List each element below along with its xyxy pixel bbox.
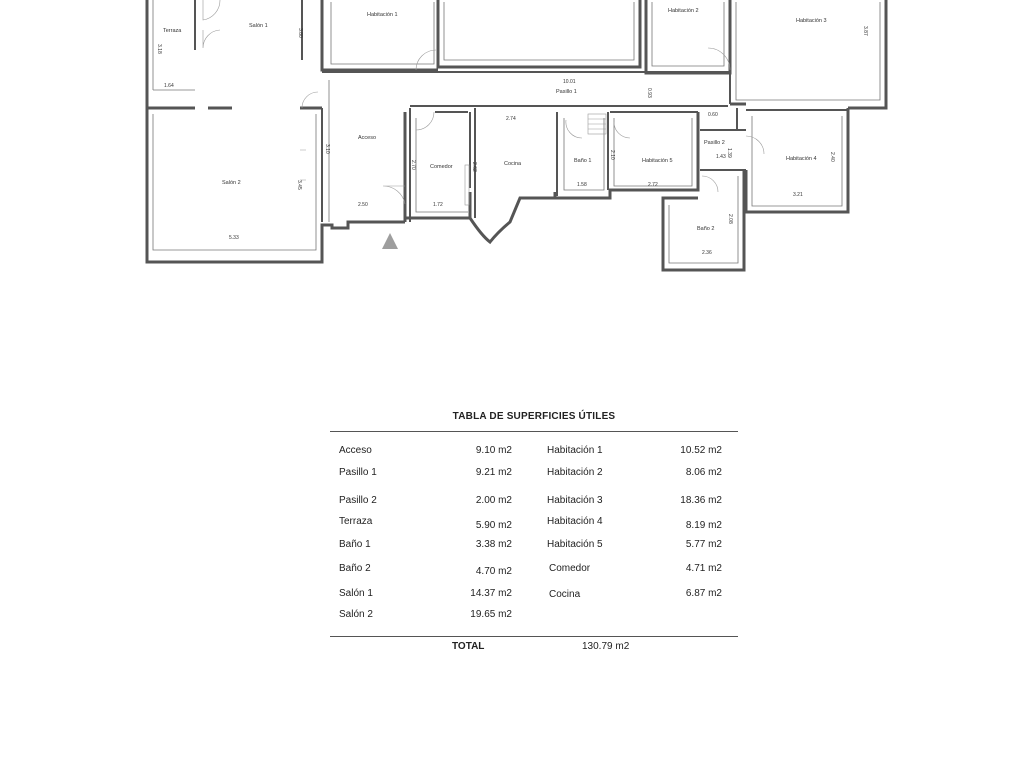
room-label-comedor: Comedor [430, 164, 453, 170]
dim-label: 2.74 [506, 116, 516, 122]
dim-label: 10.01 [563, 79, 576, 85]
left-row-name: Salón 1 [339, 588, 373, 599]
right-row-value: 4.71 m2 [685, 563, 722, 574]
room-label-salon1: Salón 1 [249, 23, 268, 29]
room-label-pasillo1: Pasillo 1 [556, 89, 577, 95]
table-bottom-rule [330, 636, 738, 637]
dim-label: 2.10 [609, 150, 615, 160]
dim-label: 2.50 [358, 202, 368, 208]
room-label-salon2: Salón 2 [222, 180, 241, 186]
left-row-name: Pasillo 1 [339, 467, 377, 478]
dim-label: 1.72 [433, 202, 443, 208]
dim-label: 2.62 [471, 162, 477, 172]
dim-label: 1.64 [164, 83, 174, 89]
room-label-habitacion2: Habitación 2 [668, 8, 699, 14]
right-row-value: 18.36 m2 [680, 495, 722, 506]
dim-label: 3.80 [297, 28, 303, 38]
area-table [330, 405, 738, 655]
dim-label: 1.58 [577, 182, 587, 188]
dim-label: 2.36 [702, 250, 712, 256]
floor-plan [0, 0, 1024, 300]
room-label-bano1: Baño 1 [574, 158, 592, 164]
room-label-bano2: Baño 2 [697, 226, 715, 232]
room-label-cocina: Cocina [504, 161, 522, 167]
right-row-name: Habitación 3 [547, 495, 603, 506]
dim-label: 3.21 [793, 192, 803, 198]
dim-label: 0.93 [646, 88, 652, 98]
dim-label: 2.70 [410, 160, 416, 170]
outer-walls [147, 0, 886, 270]
right-row-name: Habitación 4 [547, 516, 603, 527]
right-row-value: 8.19 m2 [685, 520, 722, 531]
room-label-terraza: Terraza [163, 28, 182, 34]
dim-label: 3.10 [324, 144, 330, 154]
room-label-habitacion3: Habitación 3 [796, 18, 827, 24]
plan-details [465, 73, 737, 205]
right-row-value: 6.87 m2 [685, 588, 722, 599]
left-row-name: Pasillo 2 [339, 495, 377, 506]
right-row-name: Comedor [549, 563, 591, 574]
total-value: 130.79 m2 [582, 641, 630, 652]
left-row-value: 3.38 m2 [475, 539, 512, 550]
left-row-value: 14.37 m2 [470, 588, 512, 599]
table-title: TABLA DE SUPERFICIES ÚTILES [452, 411, 616, 422]
dim-label: 1.43 [716, 154, 726, 160]
room-label-habitacion5: Habitación 5 [642, 158, 673, 164]
left-row-value: 4.70 m2 [475, 566, 512, 577]
left-row-name: Acceso [339, 445, 372, 456]
right-row-name: Cocina [549, 589, 581, 600]
left-row-value: 5.90 m2 [475, 520, 512, 531]
dim-label: 2.40 [829, 152, 835, 162]
table-top-rule [330, 431, 738, 432]
left-row-name: Terraza [339, 516, 373, 527]
dim-label: 2.08 [727, 214, 733, 224]
room-label-acceso: Acceso [358, 135, 377, 141]
left-row-name: Salón 2 [339, 609, 373, 620]
total-label: TOTAL [452, 641, 485, 652]
dim-label: 2.72 [648, 182, 658, 188]
dim-label: 1.39 [726, 148, 732, 158]
room-label-habitacion4: Habitación 4 [786, 156, 817, 162]
entrance-arrow-icon [382, 233, 398, 249]
dim-label: 3.18 [156, 44, 162, 54]
left-row-value: 2.00 m2 [475, 495, 512, 506]
dim-label: 3.45 [296, 180, 302, 190]
right-row-value: 5.77 m2 [685, 539, 722, 550]
dim-label: 5.33 [229, 235, 239, 241]
right-row-name: Habitación 1 [547, 445, 603, 456]
left-row-value: 9.21 m2 [475, 467, 512, 478]
right-row-name: Habitación 5 [547, 539, 603, 550]
left-row-value: 19.65 m2 [470, 609, 512, 620]
partitions [153, 0, 880, 263]
room-label-habitacion1: Habitación 1 [367, 12, 398, 18]
dim-label: 3.87 [862, 26, 868, 36]
left-row-name: Baño 2 [339, 563, 371, 574]
left-row-name: Baño 1 [339, 539, 371, 550]
room-label-pasillo2: Pasillo 2 [704, 140, 725, 146]
dim-label: 0.60 [708, 112, 718, 118]
right-row-name: Habitación 2 [547, 467, 603, 478]
right-row-value: 8.06 m2 [685, 467, 722, 478]
right-row-value: 10.52 m2 [680, 445, 722, 456]
door-swings [203, 0, 764, 204]
left-row-value: 9.10 m2 [475, 445, 512, 456]
